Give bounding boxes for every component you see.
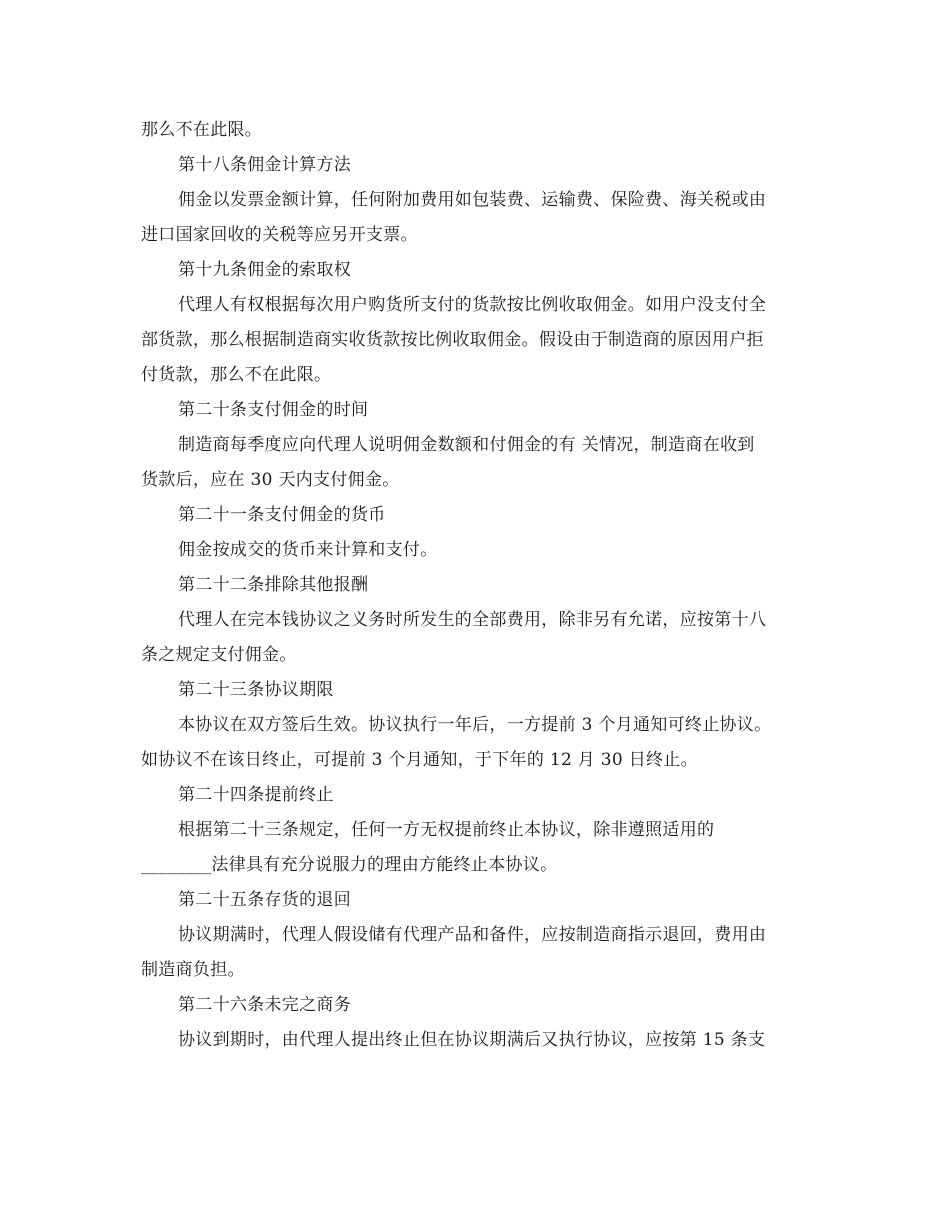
article-heading: 第二十一条支付佣金的货币 — [178, 505, 386, 525]
paragraph-line: 佣金按成交的货币来计算和支付。 — [178, 540, 438, 560]
paragraph-line: 付货款，那么不在此限。 — [141, 365, 332, 385]
paragraph-line: 佣金以发票金额计算，任何附加费用如包装费、运输费、保险费、海关税或由 — [178, 190, 767, 210]
paragraph-line: 代理人在完本钱协议之义务时所发生的全部费用，除非另有允诺，应按第十八 — [178, 610, 767, 630]
article-heading: 第二十条支付佣金的时间 — [178, 400, 369, 420]
paragraph-line: 如协议不在该日终止，可提前 3 个月通知，于下年的 12 月 30 日终止。 — [141, 750, 698, 770]
paragraph-line: 进口国家回收的关税等应另开支票。 — [141, 225, 418, 245]
article-heading: 第二十四条提前终止 — [178, 785, 334, 805]
article-heading: 第十八条佣金计算方法 — [178, 155, 351, 175]
paragraph-line: 那么不在此限。 — [141, 120, 263, 140]
paragraph-line: 制造商每季度应向代理人说明佣金数额和付佣金的有 关情况，制造商在收到 — [178, 435, 755, 455]
paragraph-line: 协议期满时，代理人假设储有代理产品和备件，应按制造商指示退回，费用由 — [178, 925, 767, 945]
paragraph-line: 代理人有权根据每次用户购货所支付的货款按比例收取佣金。如用户没支付全 — [178, 295, 767, 315]
paragraph-line: 货款后，应在 30 天内支付佣金。 — [141, 470, 400, 490]
paragraph-line: 协议到期时，由代理人提出终止但在协议期满后又执行协议，应按第 15 条支 — [178, 1030, 766, 1050]
article-heading: 第二十五条存货的退回 — [178, 890, 351, 910]
document-body — [141, 113, 821, 1058]
paragraph-line: 条之规定支付佣金。 — [141, 645, 297, 665]
article-heading: 第二十六条未完之商务 — [178, 995, 351, 1015]
paragraph-line: 本协议在双方签后生效。协议执行一年后，一方提前 3 个月通知可终止协议。 — [178, 715, 772, 735]
paragraph-line: 根据第二十三条规定，任何一方无权提前终止本协议，除非遵照适用的 — [178, 820, 715, 840]
article-heading: 第二十二条排除其他报酬 — [178, 575, 369, 595]
paragraph-line: ________法律具有充分说服力的理由方能终止本协议。 — [141, 855, 558, 875]
paragraph-line: 部货款，那么根据制造商实收货款按比例收取佣金。假设由于制造商的原因用户拒 — [141, 330, 764, 350]
article-heading: 第十九条佣金的索取权 — [178, 260, 351, 280]
article-heading: 第二十三条协议期限 — [178, 680, 334, 700]
paragraph-line: 制造商负担。 — [141, 960, 245, 980]
